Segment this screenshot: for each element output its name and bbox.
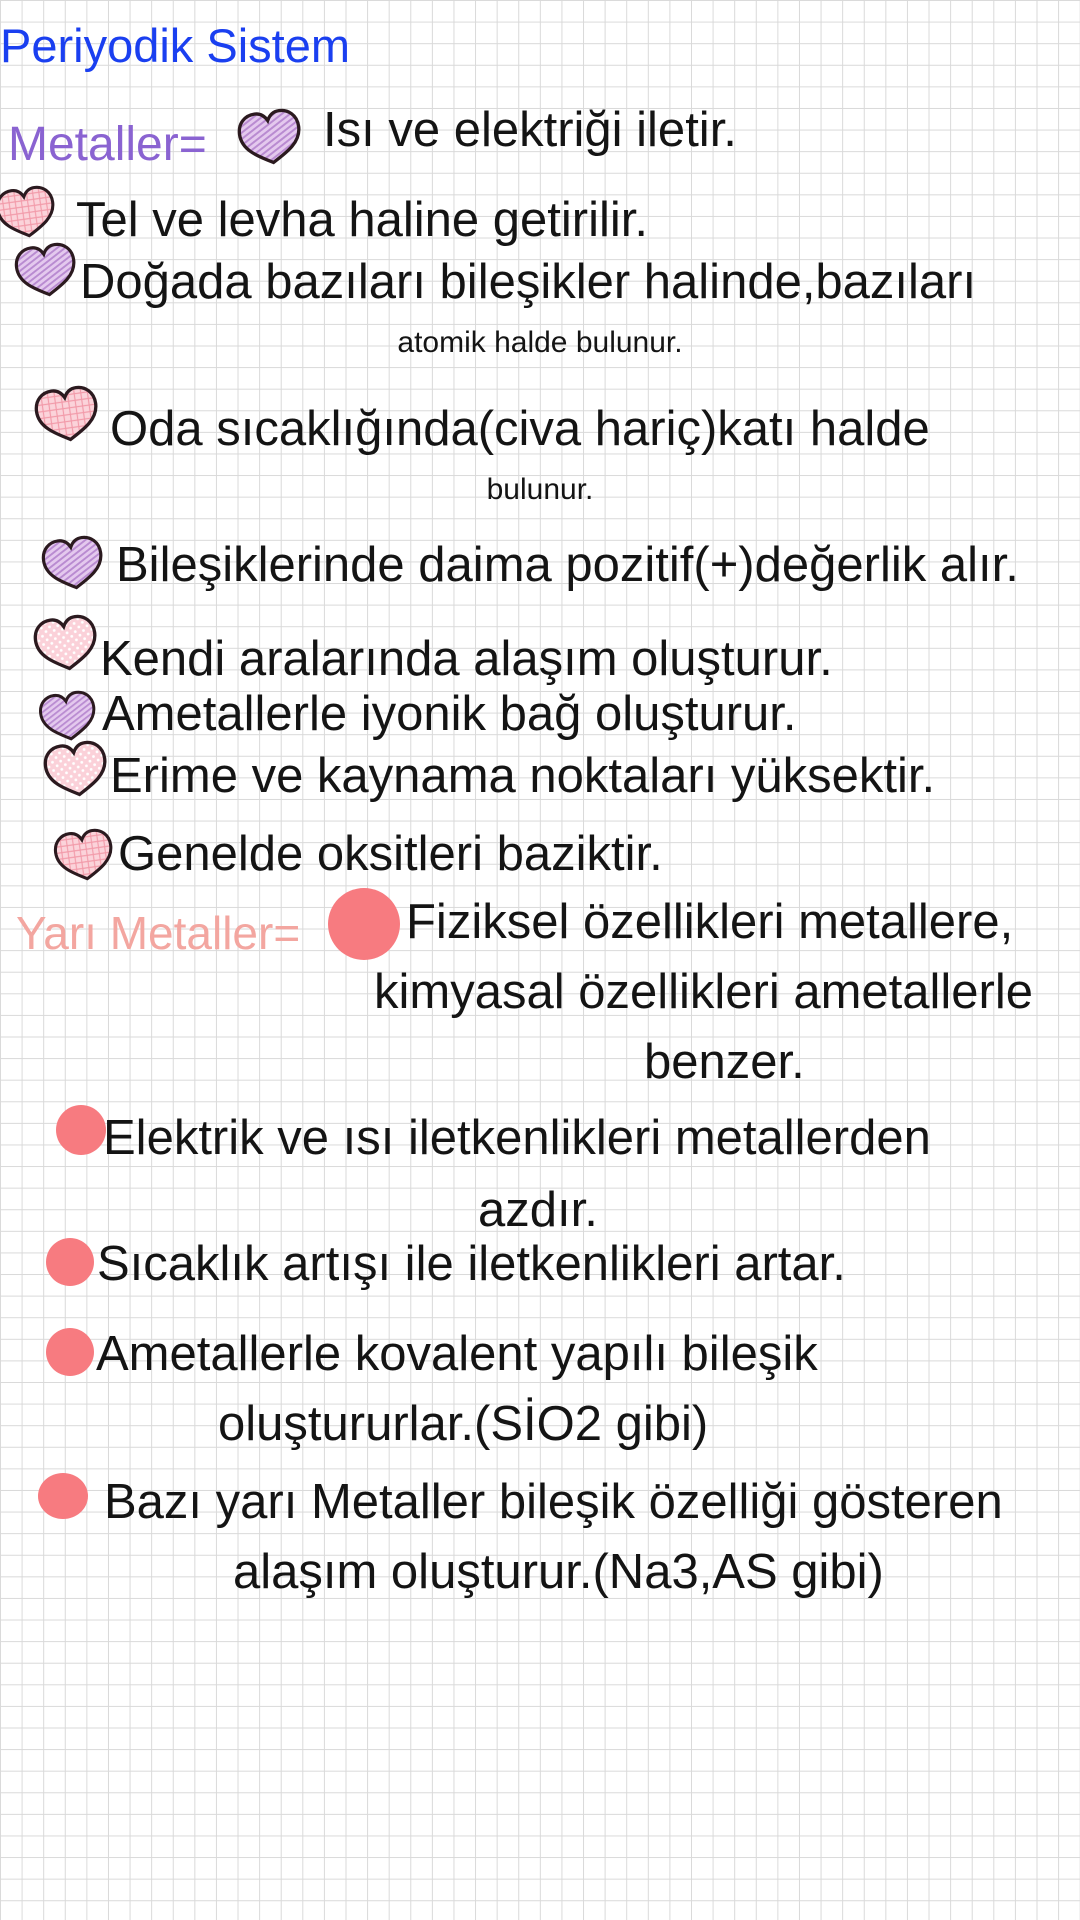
- yari-metaller-header: Yarı Metaller=: [16, 907, 301, 959]
- metaller-item-7-line-1: Ametallerle iyonik bağ oluşturur.: [102, 687, 797, 741]
- yari-metaller-item-2-line-2: azdır.: [478, 1183, 598, 1237]
- heart-bullet-icon: [34, 535, 112, 591]
- metaller-item-3-line-1: Doğada bazıları bileşikler halinde,bazıları: [80, 255, 977, 309]
- metaller-item-9-line-1: Genelde oksitleri baziktir.: [118, 827, 663, 881]
- page-title: Periyodik Sistem: [0, 19, 350, 72]
- heart-bullet-icon: [8, 242, 84, 298]
- yari-metaller-item-2-line-1: Elektrik ve ısı iletkenlikleri metallerden: [103, 1111, 931, 1165]
- dot-bullet-icon: [328, 888, 400, 960]
- metaller-item-3-line-2: atomik halde bulunur.: [397, 326, 683, 359]
- metaller-item-6-line-1: Kendi aralarında alaşım oluşturur.: [100, 632, 833, 686]
- heart-bullet-icon: [30, 614, 102, 672]
- heart-bullet-icon: [232, 108, 308, 166]
- yari-metaller-item-4-line-1: Ametallerle kovalent yapılı bileşik: [96, 1327, 818, 1381]
- yari-metaller-item-5-line-1: Bazı yarı Metaller bileşik özelliği gösteren: [104, 1475, 1003, 1529]
- yari-metaller-item-4-line-2: oluştururlar.(SİO2 gibi): [218, 1397, 709, 1451]
- dot-bullet-icon: [56, 1105, 106, 1155]
- heart-bullet-icon: [30, 690, 106, 742]
- dot-bullet-icon: [46, 1328, 94, 1376]
- yari-metaller-item-1-line-2: kimyasal özellikleri ametallerle: [374, 965, 1033, 1019]
- metaller-header: Metaller=: [8, 118, 207, 171]
- yari-metaller-item-5-line-2: alaşım oluşturur.(Na3,AS gibi): [233, 1545, 884, 1599]
- dot-bullet-icon: [38, 1473, 88, 1519]
- metaller-item-4-line-2: bulunur.: [486, 473, 594, 506]
- heart-bullet-icon: [28, 385, 106, 443]
- metaller-item-5-line-1: Bileşiklerinde daima pozitif(+)değerlik alır.: [116, 538, 1019, 592]
- dot-bullet-icon: [46, 1238, 94, 1286]
- metaller-item-4-line-1: Oda sıcaklığında(civa hariç)katı halde: [110, 402, 930, 456]
- heart-bullet-icon: [0, 185, 60, 239]
- heart-bullet-icon: [40, 740, 112, 798]
- metaller-item-2-line-1: Tel ve levha haline getirilir.: [76, 193, 648, 247]
- metaller-item-1-line-1: Isı ve elektriği iletir.: [323, 103, 737, 157]
- yari-metaller-item-1-line-1: Fiziksel özellikleri metallere,: [406, 895, 1014, 949]
- yari-metaller-item-1-line-3: benzer.: [644, 1035, 805, 1089]
- yari-metaller-item-3-line-1: Sıcaklık artışı ile iletkenlikleri artar.: [97, 1237, 846, 1291]
- metaller-item-8-line-1: Erime ve kaynama noktaları yüksektir.: [110, 749, 936, 803]
- heart-bullet-icon: [46, 828, 122, 882]
